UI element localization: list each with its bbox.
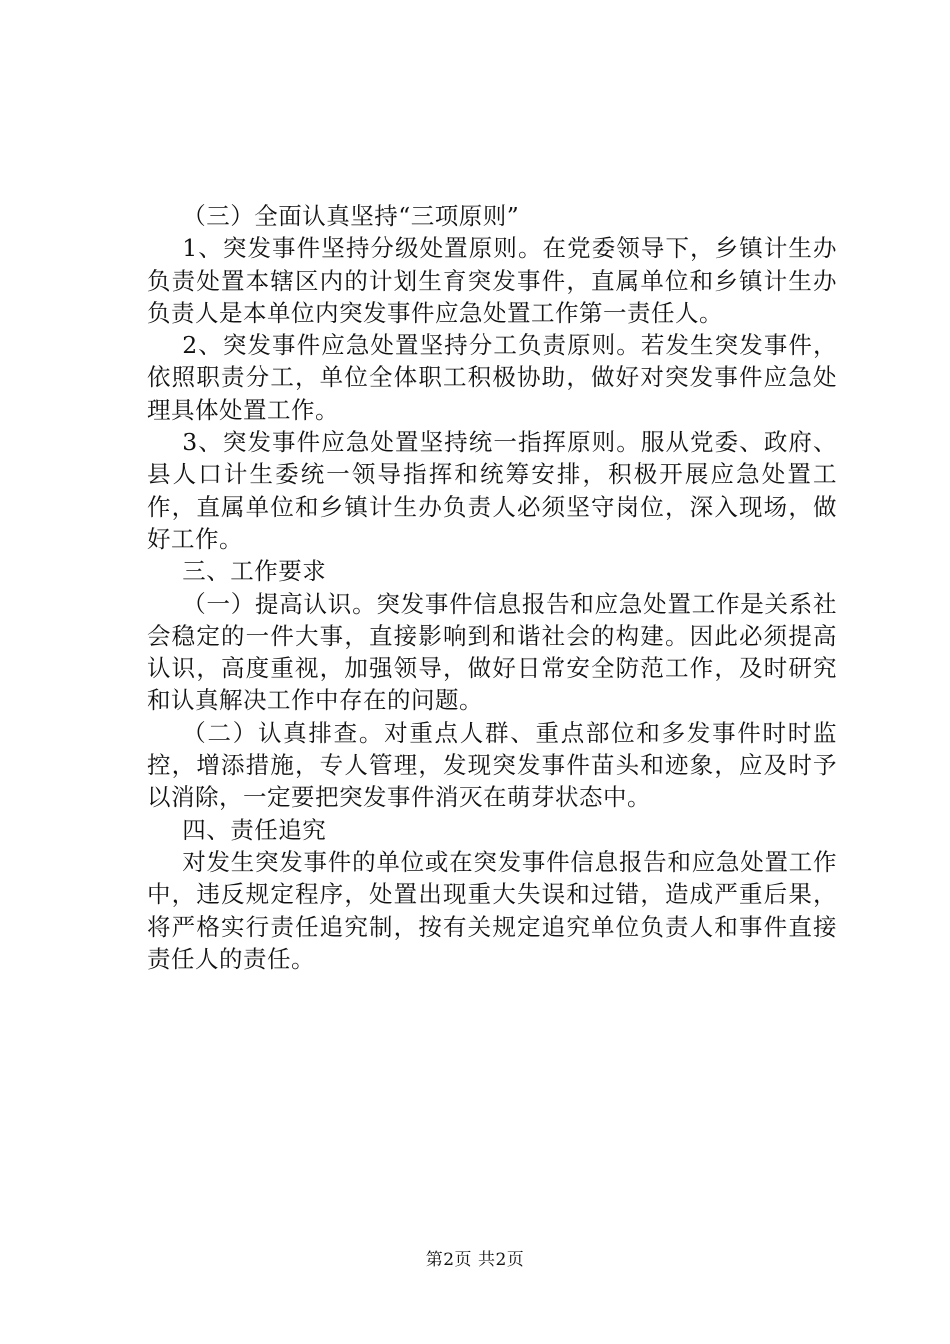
paragraph-principle-3: 3、突发事件应急处置坚持统一指挥原则。服从党委、政府、县人口计生委统一领导指挥和统筹安排，积极开展应急处置工作，直属单位和乡镇计生办负责人必须坚守岗位，深入现场，做好工作。 [147, 428, 837, 553]
section-heading-accountability: 四、责任追究 [182, 815, 327, 844]
paragraph-accountability: 对发生突发事件的单位或在突发事件信息报告和应急处置工作中，违反规定程序，处置出现重大失误和过错，造成严重后果，将严格实行责任追究制，按有关规定追究单位负责人和事件直接责任人的责任。 [147, 847, 837, 973]
page-footer: 第2页 共2页 [425, 1250, 525, 1270]
paragraph-requirement-1: （一）提高认识。突发事件信息报告和应急处置工作是关系社会稳定的一件大事，直接影响到和谐社会的构建。因此必须提高认识，高度重视，加强领导，做好日常安全防范工作，及时研究和认真解决工作中存在的问题。 [147, 589, 837, 715]
document-body [147, 200, 837, 975]
paragraph-principle-1: 1、突发事件坚持分级处置原则。在党委领导下，乡镇计生办负责处置本辖区内的计划生育突发事件，直属单位和乡镇计生办负责人是本单位内突发事件应急处置工作第一责任人。 [147, 234, 837, 327]
section-heading-work-requirements: 三、工作要求 [182, 557, 327, 586]
paragraph-principle-2: 2、突发事件应急处置坚持分工负责原则。若发生突发事件，依照职责分工，单位全体职工积极协助，做好对突发事件应急处理具体处置工作。 [147, 331, 837, 424]
paragraph-requirement-2: （二）认真排查。对重点人群、重点部位和多发事件时时监控，增添措施，专人管理，发现突发事件苗头和迹象，应及时予以消除，一定要把突发事件消灭在萌芽状态中。 [147, 718, 837, 812]
section-heading-three-principles: （三）全面认真坚持“三项原则” [182, 202, 520, 230]
